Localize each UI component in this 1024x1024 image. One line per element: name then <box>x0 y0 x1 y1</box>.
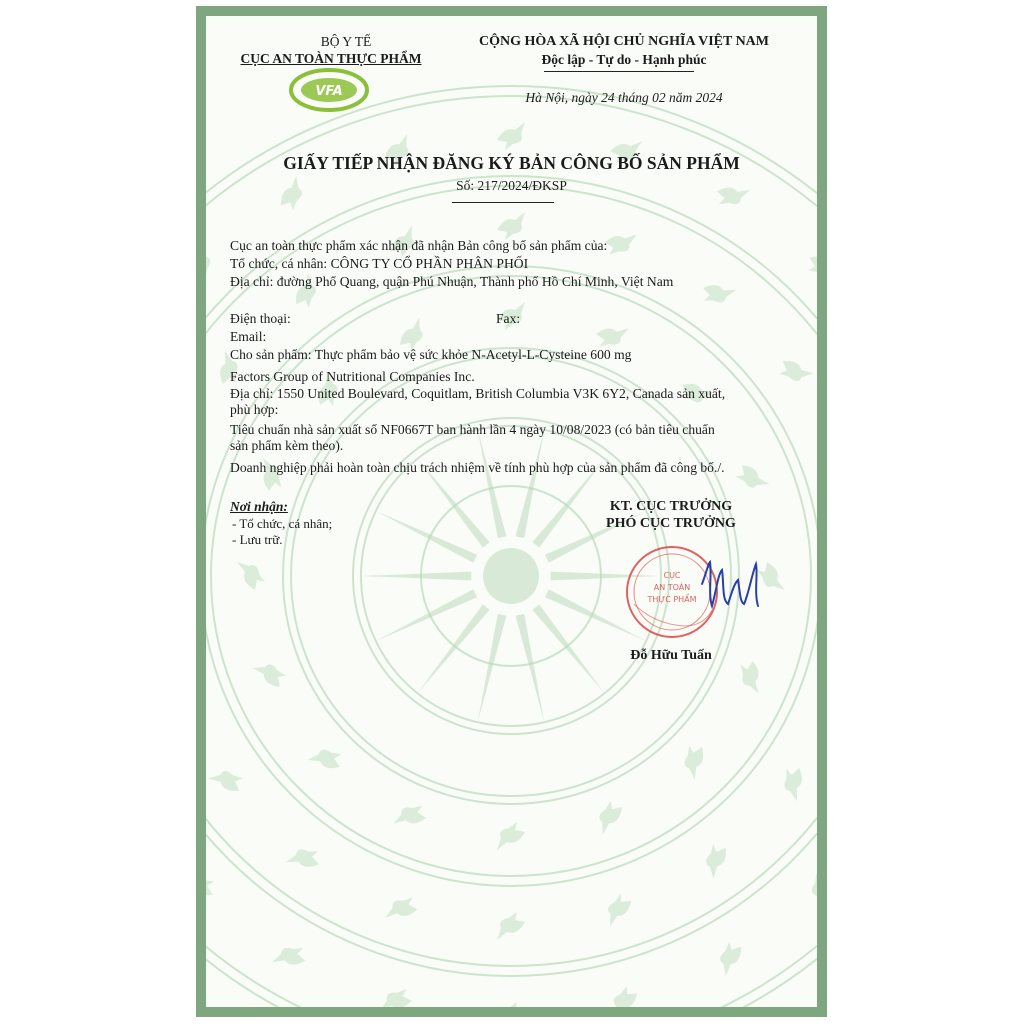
star-ray <box>478 430 507 538</box>
drum-bird-motif <box>385 891 420 926</box>
drum-bird-motif <box>307 740 347 780</box>
drum-bird-motif <box>802 245 817 285</box>
drum-bird-motif <box>272 938 310 976</box>
recipients-label: Nơi nhận: <box>230 499 288 514</box>
stamp-text: CỤC <box>663 571 681 580</box>
standard-line-1: Tiêu chuẩn nhà sản xuất số NF0667T ban hành lần 4 ngày 10/08/2023 (có bản tiêu chuẩn <box>230 422 715 437</box>
title-underline <box>452 202 554 203</box>
standard-line-2: sản phẩm kèm theo). <box>230 438 344 453</box>
document-title: GIẤY TIẾP NHẬN ĐĂNG KÝ BẢN CÔNG BỐ SẢN PHẨM <box>283 153 740 173</box>
email-label: Email: <box>230 329 267 344</box>
drum-bird-motif <box>675 740 715 780</box>
drum-bird-motif <box>393 798 430 835</box>
recipient-item: - Tổ chức, cá nhân; <box>232 516 333 531</box>
recipient-item: - Lưu trữ. <box>232 532 283 547</box>
motto-underline <box>544 71 694 72</box>
signer-title-1: KT. CỤC TRƯỞNG <box>609 499 733 514</box>
document-number: Số: 217/2024/ĐKSP <box>456 178 567 193</box>
drum-bird-motif <box>733 458 770 495</box>
drum-bird-motif <box>252 657 289 694</box>
drum-bird-motif <box>206 867 220 907</box>
vfa-logo-text: VFA <box>315 84 343 99</box>
address-line: Địa chỉ: đường Phổ Quang, quận Phú Nhuận, Thành phố Hồ Chí Minh, Việt Nam <box>230 274 674 289</box>
drum-bird-motif <box>237 562 265 590</box>
drum-bird-motif <box>775 762 814 801</box>
signer-title-2: PHÓ CỤC TRƯỞNG <box>606 516 736 531</box>
drum-bird-motif <box>775 351 814 390</box>
drum-bird-motif <box>697 840 736 879</box>
drum-bird-motif <box>206 245 220 285</box>
drum-bird-motif <box>208 762 247 801</box>
product-line: Cho sản phẩm: Thực phẩm bảo vệ sức khỏe N-Acetyl-L-Cysteine 600 mg <box>230 347 632 362</box>
drum-bird-motif <box>497 912 525 940</box>
manufacturer-address-line-2: phù hợp: <box>230 402 279 417</box>
handwritten-signature <box>694 544 774 624</box>
manufacturer-line: Factors Group of Nutritional Companies Inc. <box>230 369 475 384</box>
star-ray <box>478 614 507 722</box>
country-name: CỘNG HÒA XÃ HỘI CHỦ NGHĨA VIỆT NAM <box>478 34 769 49</box>
drum-bird-motif <box>380 984 414 1007</box>
responsibility-line: Doanh nghiệp phải hoàn toàn chịu trách nhiệm về tính phù hợp của sản phẩm đã công bố./. <box>230 460 725 475</box>
drum-bird-motif <box>697 273 736 312</box>
place-date: Hà Nội, ngày 24 tháng 02 năm 2024 <box>525 90 723 105</box>
signer-name: Đỗ Hữu Tuấn <box>630 648 712 663</box>
drum-bird-motif <box>286 840 325 879</box>
organization-line: Tổ chức, cá nhân: CÔNG TY CỔ PHẦN PHÂN PHỐI <box>230 256 529 271</box>
ministry-name: BỘ Y TẾ <box>320 34 372 49</box>
star-ray <box>361 572 471 581</box>
star-ray <box>516 614 545 722</box>
drum-bird-motif <box>497 212 525 240</box>
stamp-text: AN TOÀN <box>653 583 691 592</box>
drum-bird-motif <box>497 822 525 850</box>
drum-bird-motif <box>602 891 637 926</box>
stamp-text: THỰC PHẨM <box>647 595 697 604</box>
drum-bird-motif <box>802 867 817 907</box>
intro-line: Cục an toàn thực phẩm xác nhận đã nhận Bản công bố sản phẩm của: <box>230 238 608 253</box>
drum-bird-motif <box>712 938 750 976</box>
phone-label: Điện thoại: <box>230 311 291 326</box>
certificate-paper <box>206 16 817 1007</box>
drum-bird-motif <box>497 122 525 150</box>
vfa-logo <box>288 64 370 114</box>
manufacturer-address-line-1: Địa chỉ: 1550 United Boulevard, Coquitlam, British Columbia V3K 6Y2, Canada sản xuất, <box>230 386 726 401</box>
agency-name: CỤC AN TOÀN THỰC PHẨM <box>240 51 422 66</box>
star-center <box>483 548 539 604</box>
drum-bird-motif <box>608 984 642 1007</box>
drum-bird-motif <box>497 1002 525 1007</box>
drum-bird-motif <box>592 798 629 835</box>
star-ray <box>516 430 545 538</box>
fax-label: Fax: <box>496 311 521 326</box>
national-motto: Độc lập - Tự do - Hạnh phúc <box>541 52 707 67</box>
